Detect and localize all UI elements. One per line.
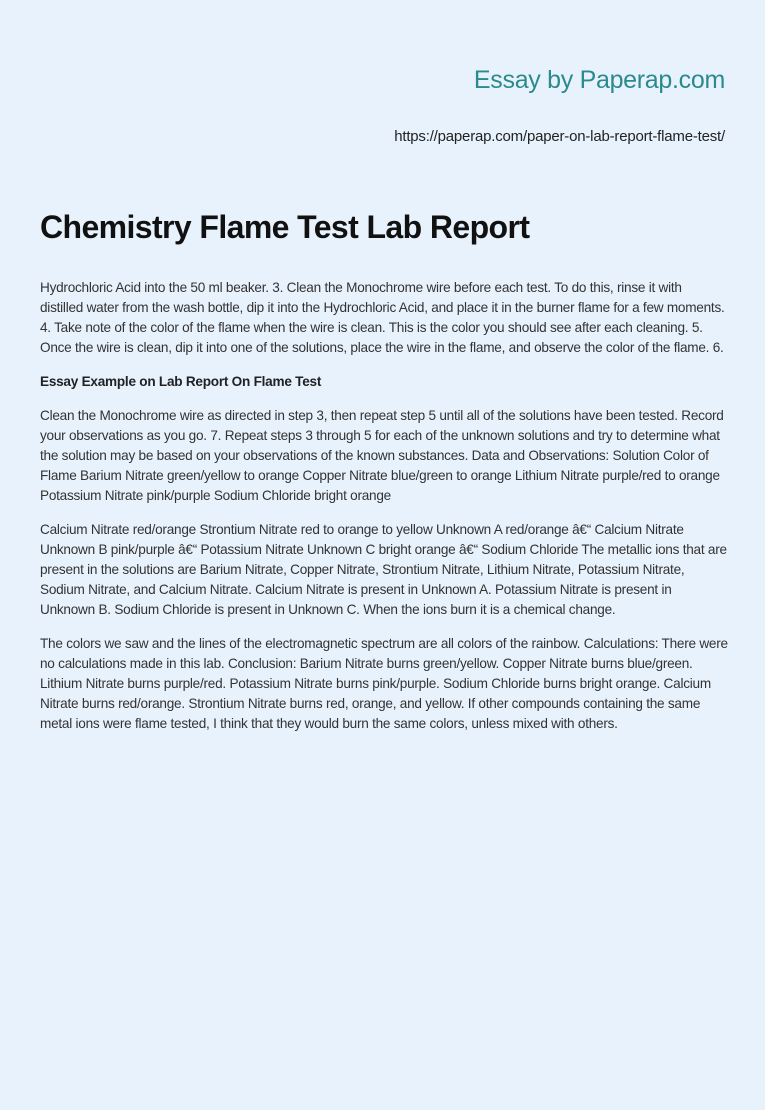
essay-content (40, 278, 728, 748)
source-url[interactable]: https://paperap.com/paper-on-lab-report-flame-test/ (394, 128, 725, 145)
paragraph: Clean the Monochrome wire as directed in step 3, then repeat step 5 until all of the solutions have been tested. Record your observations as you go. 7. Repeat steps 3 through 5 for each of the unknown solutions and try to determine what the solution may be based on your observations of the known substances. Data and Observations: Solution Color of Flame Barium Nitrate green/yellow to orange Copper Nitrate blue/green to orange Lithium Nitrate purple/red to orange Potassium Nitrate pink/purple Sodium Chloride bright orange (40, 408, 724, 503)
brand-link[interactable]: Essay by Paperap.com (473, 66, 725, 94)
page-title: Chemistry Flame Test Lab Report (40, 209, 530, 245)
essay-subheading: Essay Example on Lab Report On Flame Test (40, 374, 322, 389)
paragraph: Calcium Nitrate red/orange Strontium Nitrate red to orange to yellow Unknown A red/orange â€“ Calcium Nitrate Unknown B pink/purple â€“ Potassium Nitrate Unknown C bright orange â€“ Sodium Chloride The metallic ions that are present in the solutions are Barium Nitrate, Copper Nitrate, Strontium Nitrate, Lithium Nitrate, Potassium Nitrate, Sodium Nitrate, and Calcium Nitrate. Calcium Nitrate is present in Unknown A. Potassium Nitrate is present in Unknown B. Sodium Chloride is present in Unknown C. When the ions burn it is a chemical change. (40, 522, 727, 617)
paragraph: Hydrochloric Acid into the 50 ml beaker. 3. Clean the Monochrome wire before each test. To do this, rinse it with distilled water from the wash bottle, dip it into the Hydrochloric Acid, and place it in the burner flame for a few moments. 4. Take note of the color of the flame when the wire is clean. This is the color you should see after each cleaning. 5. Once the wire is clean, dip it into one of the solutions, place the wire in the flame, and observe the color of the flame. 6. (40, 280, 725, 355)
paragraph: The colors we saw and the lines of the electromagnetic spectrum are all colors of the rainbow. Calculations: There were no calculations made in this lab. Conclusion: Barium Nitrate burns green/yellow. Copper Nitrate burns blue/green. Lithium Nitrate burns purple/red. Potassium Nitrate burns pink/purple. Sodium Chloride burns bright orange. Calcium Nitrate burns red/orange. Strontium Nitrate burns red, orange, and yellow. If other compounds containing the same metal ions were flame tested, I think that they would burn the same colors, unless mixed with others. (40, 636, 728, 731)
